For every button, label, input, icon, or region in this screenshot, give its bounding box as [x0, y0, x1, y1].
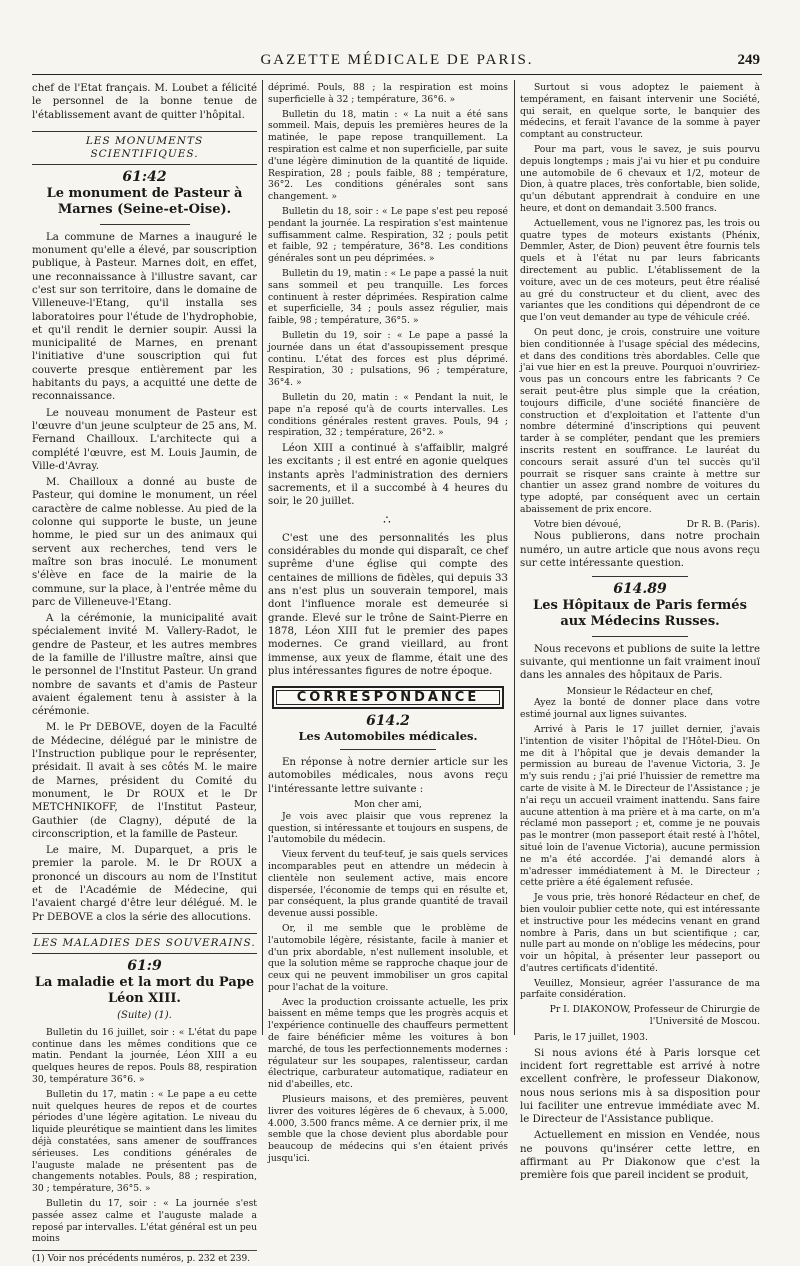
paragraph: Nous recevons et publions de suite la lettre suivante, qui mentionne un fait vraiment inouï dans les annales des hôpitaux de Paris.: [520, 643, 760, 682]
paragraph: En réponse à notre dernier article sur les automobiles médicales, nous avons reçu l'intéressante lettre suivante :: [268, 757, 508, 795]
paragraph: Bulletin du 19, soir : « Le pape a passé la journée dans un état d'assoupissement presque continu. L'état des forces est plus déprimé. Respiration, 30 ; pulsations, 96 ; température, 36°4. »: [268, 329, 508, 389]
salutation: Mon cher ami,: [354, 798, 422, 810]
divider: [592, 636, 688, 637]
footnote: (1) Voir nos précédents numéros, p. 232 et 239.: [32, 1250, 257, 1266]
paragraph: On peut donc, je crois, construire une voiture bien conditionnée à l'usage spécial des médecins, et dans des conditions très abordables. Celle que j'ai vue hier en est la preuve. Pourquoi n'ouvririez-vous pas un concours entre les fabricants ? Ce serait peut-être plus simple que la création, toujours difficile, d'une société financière de construction et d'exploitation et l'attente d'un nombre déterminé d'inscriptions qui peuvent tarder à se compléter, pendant que les premiers inscrits restent en souffrance. Le lauréat du concours serait assuré d'un tel succès qu'il pourrait se risquer sans crainte à mettre sur chantier un assez grand nombre de voitures du type adopté, par conséquent avec un certain abaissement de prix encore.: [520, 326, 760, 515]
divider: [100, 224, 190, 225]
article-title: Les Automobiles médicales.: [298, 728, 478, 743]
dateline: Paris, le 17 juillet, 1903.: [534, 1031, 648, 1043]
paragraph: chef de l'Etat français. M. Loubet a félicité le personnel de la bonne tenue de l'établissement avant de quitter l'hôpital.: [32, 83, 257, 121]
paragraph: Plusieurs maisons, et des premières, peuvent livrer des voitures légères de 6 chevaux, à 5.000, 4.000, 3.500 francs même. A ce dernier prix, il me semble que la chose devient plus abordable pour beaucoup de médecins qui s'en étaient privés jusqu'ici.: [268, 1094, 508, 1165]
paragraph: Actuellement en mission en Vendée, nous ne pouvons qu'insérer cette lettre, en affirmant au Pr Diakonow que c'est la première fois que pareil incident se produit,: [520, 1130, 760, 1182]
paragraph: M. le Pr DEBOVE, doyen de la Faculté de Médecine, délégué par le ministre de l'Instruction publique pour le représenter, présidait. Il avait à ses côtés M. le maire de Marnes, président du Comité du monument, le Dr ROUX et le Dr METCHNIKOFF, de l'Institut Pasteur, Gauthier (de Clagny), député de la circonscription, et la famille de Pasteur.: [32, 722, 257, 840]
correspondance-banner: CORRESPONDANCE: [272, 686, 504, 709]
article-title: Le monument de Pasteur à Marnes (Seine-et-Oise).: [46, 185, 243, 217]
article-title: Les Hôpitaux de Paris fermés aux Médecins Russes.: [533, 597, 747, 629]
paragraph: Bulletin du 17, matin : « Le pape a eu cette nuit quelques heures de repos et de courtes périodes d'une légère agitation. Le niveau du liquide pleurétique se maintient dans les limites déjà constatées, sans amener de souffrances sérieuses. Les conditions générales de l'auguste malade ne présentent pas de changements notables. Pouls, 88 ; respiration, 30 ; température, 36°5. »: [32, 1088, 257, 1195]
paragraph: Le maire, M. Duparquet, a pris le premier la parole. M. le Dr ROUX a prononcé un discours au nom de l'Institut et de l'Académie de Médecine, qui l'avaient chargé d'être leur délégué. M. le Pr DEBOVE a clos la série des allocutions.: [32, 845, 257, 923]
section-heading: LES MONUMENTS SCIENTIFIQUES.: [32, 131, 257, 166]
paragraph: Vieux fervent du teuf-teuf, je sais quels services incomparables peut en attendre un médecin à clientèle non seulement active, mais encore dispersée, l'économie de temps qui en résulte et, par conséquent, la plus grande quantité de travail devenue aussi possible.: [268, 849, 508, 920]
column-divider: [262, 80, 263, 1035]
column-1: [32, 82, 257, 1265]
salutation: Monsieur le Rédacteur en chef,: [566, 685, 714, 697]
paragraph: Pour ma part, vous le savez, je suis pourvu depuis longtemps ; mais j'ai vu hier et pu conduire une automobile de 6 chevaux et 1/2, moteur de Dion, à quatre places, très confortable, bien solide, qu'un débutant apprendrait à conduire en une heure, et dont on demandait 3.500 francs.: [520, 143, 760, 214]
section-heading: LES MALADIES DES SOUVERAINS.: [32, 933, 257, 954]
paragraph: Si nous avions été à Paris lorsque cet incident fort regrettable est arrivé à notre excellent confrère, le professeur Diakonow, nous nous serions mis à sa disposition pour lui faciliter une entrevue immédiate avec M. le Directeur de l'Assistance publique.: [520, 1047, 760, 1126]
divider: [340, 749, 436, 750]
paragraph: Veuillez, Monsieur, agréer l'assurance de ma parfaite considération.: [520, 977, 760, 1001]
signature: Pr I. DIAKONOW, Professeur de Chirurgie de l'Université de Moscou.: [549, 1004, 760, 1028]
paragraph: Bulletin du 18, matin : « La nuit a été sans sommeil. Mais, depuis les premières heures de la matinée, le pape repose tranquillement. La respiration est calme et non superficielle, par suite d'une légère diminution de la quantité de liquide. Respiration, 28 ; pouls faible, 88 ; température, 36°2. Les conditions générales sont sans changement. »: [268, 108, 508, 203]
paragraph: Bulletin du 19, matin : « Le pape a passé la nuit sans sommeil et peu tranquille. Les forces continuent à rester déprimées. Respiration calme et superficielle, 34 ; pouls assez régulier, mais faible, 98 ; température, 36°5. »: [268, 267, 508, 327]
column-3: [520, 82, 760, 1182]
signature-closing: Votre bien dévoué,: [534, 518, 622, 530]
paragraph: Le nouveau monument de Pasteur est l'œuvre d'un jeune sculpteur de 25 ans, M. Fernand Chailloux. L'architecte qui a complété l'œuvre, est M. Louis Jaumin, de Ville-d'Avray.: [32, 407, 257, 472]
signature-name: Dr R. B. (Paris).: [686, 518, 760, 530]
paragraph: Bulletin du 16 juillet, soir : « L'état du pape continue dans les mêmes conditions que ce matin. Pendant la journée, Léon XIII a eu quelques heures de repos. Pouls 88, respiration 30, température 36°6. »: [32, 1026, 257, 1085]
column-2: [268, 82, 508, 1165]
paragraph: La commune de Marnes a inauguré le monument qu'elle a élevé, par souscription publique, à Pasteur. Marnes doit, en effet, une reconnaissance à l'illustre savant, car c'est sur son territoire, dans le domaine de Villeneuve-l'Etang, qu'il installa ses laboratoires pour l'étude de l'hydrophobie, et qu'il rendit le dernier soupir. Aussi la municipalité de Marnes, en prenant l'initiative d'une souscription qui fut couverte presque entièrement par les habitants du pays, a acquitté une dette de reconnaissance.: [32, 231, 257, 403]
paragraph: Je vois avec plaisir que vous reprenez la question, si intéressante et toujours en suspens, de l'automobile du médecin.: [268, 810, 508, 846]
article-number: 61:9: [127, 958, 162, 975]
paragraph: M. Chailloux a donné au buste de Pasteur, qui domine le monument, un réel caractère de calme noblesse. Au pied de la colonne qui supporte le buste, un jeune homme, le pied sur un des animaux qui servent aux recherches, tend vers le maître son bras inoculé. Le monument s'élève en face de la mairie de la commune, sur la place, à l'entrée même du parc de Villeneuve-l'Etang.: [32, 477, 257, 608]
paragraph: Bulletin du 20, matin : « Pendant la nuit, le pape n'a reposé qu'à de courts intervalles. Les conditions générales restent graves. Pouls, 94 ; respiration, 32 ; température, 26°2. »: [268, 391, 508, 439]
paragraph: A la cérémonie, la municipalité avait spécialement invité M. Vallery-Radot, le gendre de Pasteur, et les autres membres de la famille de l'illustre maître, ainsi que le personnel de l'Institut Pasteur. Un grand nombre de savants et d'amis de Pasteur avaient également tenu à assister à la cérémonie.: [32, 613, 257, 718]
paragraph: Surtout si vous adoptez le paiement à tempérament, en faisant intervenir une Société, qui serait, en quelque sorte, le banquier des médecins, et ferait l'avance de la somme à payer comptant au constructeur.: [520, 82, 760, 141]
signature-line: [520, 519, 760, 531]
paragraph: Bulletin du 18, soir : « Le pape s'est peu reposé pendant la journée. La respiration s'est maintenue suffisamment calme. Respiration, 32 ; pouls petit et faible, 92 ; température, 36°8. Les conditions générales sont un peu déprimées. »: [268, 205, 508, 265]
paragraph: C'est une des personnalités les plus considérables du monde qui disparaît, ce chef suprême d'une église qui compte des centaines de millions de fidèles, qui depuis 33 ans n'est plus un souverain temporel, mais dont l'influence morale est demeurée si grande. Elevé sur le trône de Saint-Pierre en 1878, Léon XIII fut le premier des papes modernes. Ce grand vieillard, au front immense, aux yeux de flamme, était une des plus intéressantes figures de notre époque.: [268, 532, 508, 677]
article-suite: (Suite) (1).: [117, 1009, 172, 1021]
paragraph: déprimé. Pouls, 88 ; la respiration est moins superficielle à 32 ; température, 36°6. »: [268, 82, 508, 105]
page-header: [32, 52, 762, 75]
separator-dots: ∴: [383, 512, 393, 527]
paragraph: Bulletin du 17, soir : « La journée s'est passée assez calme et l'auguste malade a reposé par intervalles. L'état général est un peu moins: [32, 1197, 257, 1245]
page-number: 249: [737, 52, 760, 68]
divider: [592, 576, 688, 577]
paragraph: Avec la production croissante actuelle, les prix baissent en même temps que les progrès acquis et l'expérience continuelle des chauffeurs permettent de faire bénéficier même les voitures à bon marché, de tous les perfectionnements modernes : régulateur sur les soupapes, ralentisseur, cardan électrique, carburateur automatique, radiateur en nid d'abeilles, etc.: [268, 996, 508, 1091]
article-title: La maladie et la mort du Pape Léon XIII.: [34, 974, 255, 1006]
column-divider: [514, 80, 515, 1035]
paragraph: Actuellement, vous ne l'ignorez pas, les trois ou quatre types de moteurs existants (Phénix, Demmler, Aster, de Dion) peuvent être fournis tels quels et à l'état nu par leurs fabricants directement au public. L'établissement de la voiture, avec un de ces moteurs, peut être réalisé au gré du constructeur et du client, avec des variantes que les conditions qui dépendront de ce que l'on veut demander au type de véhicule créé.: [520, 217, 760, 324]
journal-title: GAZETTE MÉDICALE DE PARIS.: [260, 52, 534, 68]
paragraph: Léon XIII a continué à s'affaiblir, malgré les excitants ; il est entré en agonie quelques instants après l'administration des derniers sacrements, et il a succombé à 4 heures du soir, le 20 juillet.: [268, 443, 508, 508]
paragraph: Or, il me semble que le problème de l'automobile légère, résistante, facile à manier et d'un prix abordable, n'est nullement insoluble, et que la solution même se rapproche chaque jour de ceux qui ne peuvent immobiliser un gros capital pour l'achat de la voiture.: [268, 922, 508, 993]
paragraph: Nous publierons, dans notre prochain numéro, un autre article que nous avons reçu sur cette intéressante question.: [520, 531, 760, 570]
article-number: 61:42: [122, 169, 167, 186]
paragraph: Ayez la bonté de donner place dans votre estimé journal aux lignes suivantes.: [520, 697, 760, 721]
paragraph: Arrivé à Paris le 17 juillet dernier, j'avais l'intention de visiter l'hôpital de l'Hôtel-Dieu. On me dit à l'hôpital que je devais demander la permission au bureau de l'avenue Victoria, 3. Je m'y suis rendu ; j'ai prié l'huissier de remettre ma carte de visite à M. le Directeur de l'Assistance ; je n'ai reçu un accueil vraiment inattendu. Sans faire aucune attention à ma prière et à ma carte, on m'a réclamé mon passeport ; et, comme je ne pouvais pas le montrer (mon passeport était resté à l'hôtel, situé loin de l'avenue Victoria), aucune permission ne m'a été accordée. J'ai demandé alors à m'adresser immédiatement à M. le Directeur ; cette prière a été également refusée.: [520, 723, 760, 889]
article-number: 614.2: [366, 713, 410, 730]
paragraph: Je vous prie, très honoré Rédacteur en chef, de bien vouloir publier cette note, qui est intéressante et instructive pour les médecins venant en grand nombre à Paris, dans un but scientifique ; car, nulle part au monde on n'oblige les médecins, pour voir un hôpital, à présenter leur passeport ou d'autres certificats d'identité.: [520, 892, 760, 974]
article-number: 614.89: [613, 581, 667, 598]
